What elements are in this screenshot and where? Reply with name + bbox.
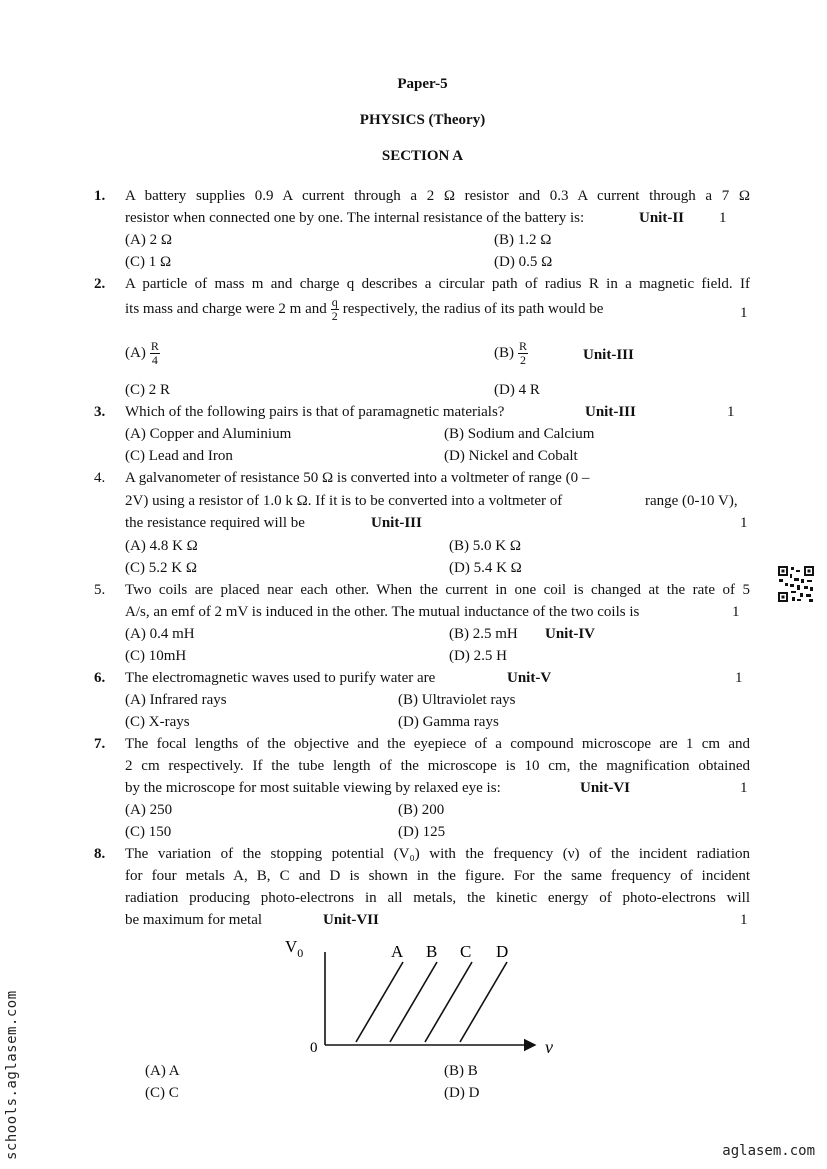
side-watermark: schools.aglasem.com [4, 990, 20, 1160]
marks: 1 [719, 210, 727, 226]
option-d: (D) 0.5 Ω [494, 254, 553, 270]
question-number: 4. [94, 470, 106, 486]
question-text-line: the resistance required will be [125, 515, 305, 531]
line-d-label: D [496, 942, 509, 961]
option-c: (C) 5.2 K Ω [125, 560, 197, 576]
question-text-line: The focal lengths of the objective and the eyepiece of a compound microscope are 1 cm and [125, 736, 750, 752]
fraction-denominator: 4 [151, 353, 158, 367]
option-a: (A) Copper and Aluminium [125, 426, 292, 442]
y-axis-label: $V_0$ [285, 937, 304, 960]
option-c: (C) Lead and Iron [125, 448, 233, 464]
question-text-line: 2V) using a resistor of 1.0 k Ω. If it is to be converted into a voltmeter of [125, 493, 563, 509]
question-number: 1. [94, 188, 106, 204]
question-text-line: by the microscope for most suitable viewing by relaxed eye is: [125, 780, 501, 796]
question-text-line: The electromagnetic waves used to purify water are [125, 670, 436, 686]
question-number: 8. [94, 846, 106, 862]
fraction-numerator: q [331, 295, 338, 309]
question-text-part: its mass and charge were 2 m and [125, 300, 327, 317]
option-d: (D) 5.4 K Ω [449, 560, 522, 576]
question-text-line: The variation of the stopping potential (V₀) with the frequency (ν) of the incident radiation [125, 846, 750, 862]
line-a [356, 962, 403, 1042]
option-d: (D) 2.5 H [449, 648, 507, 664]
option-label: (A) [125, 344, 146, 361]
question-text-line: A battery supplies 0.9 A current through a 2 Ω resistor and 0.3 A current through a 7 Ω [125, 188, 750, 204]
unit-label: Unit-II [639, 210, 685, 226]
marks: 1 [735, 670, 743, 686]
origin-label: 0 [310, 1040, 318, 1056]
question-text-line [125, 296, 603, 323]
marks: 1 [740, 515, 748, 531]
paper-subject: PHYSICS (Theory) [359, 112, 486, 128]
option-b: (B) Sodium and Calcium [444, 426, 595, 442]
option-b: (B) 1.2 Ω [494, 232, 552, 248]
unit-label: Unit-VII [323, 912, 379, 928]
marks: 1 [732, 604, 740, 620]
marks: 1 [740, 912, 748, 928]
option-b: (B) 2.5 mH [449, 626, 518, 642]
line-c [425, 962, 472, 1042]
option-a: (A) Infrared rays [125, 692, 227, 708]
question-text-part: respectively, the radius of its path would be [342, 300, 604, 317]
option-a: (A) A [145, 1063, 180, 1079]
option-c: (C) 2 R [125, 382, 170, 398]
option-c: (C) 1 Ω [125, 254, 172, 270]
unit-label: Unit-V [507, 670, 552, 686]
question-number: 2. [94, 276, 106, 292]
question-number: 5. [94, 582, 106, 598]
option-c: (C) 150 [125, 824, 172, 840]
question-text-line: Which of the following pairs is that of paramagnetic materials? [125, 404, 505, 420]
line-b-label: B [426, 942, 438, 961]
question-text-line: 2 cm respectively. If the tube length of the microscope is 10 cm, the magnification obtained [125, 758, 750, 774]
option-a: (A) 0.4 mH [125, 626, 195, 642]
fraction-q-over-2 [331, 296, 339, 323]
question-text-line: A galvanometer of resistance 50 Ω is converted into a voltmeter of range (0 – [125, 470, 590, 486]
option-d: (D) Gamma rays [398, 714, 499, 730]
x-axis-label: ν [545, 1037, 553, 1057]
option-b: (B) 5.0 K Ω [449, 538, 521, 554]
marks: 1 [740, 780, 748, 796]
question-text-line: A/s, an emf of 2 mV is induced in the other. The mutual inductance of the two coils is [125, 604, 640, 620]
marks: 1 [740, 305, 748, 321]
option-c: (C) 10mH [125, 648, 187, 664]
option-c: (C) X-rays [125, 714, 190, 730]
line-b [390, 962, 437, 1042]
question-text-line: Two coils are placed near each other. When the current in one coil is changed at the rate of 5 [125, 582, 750, 598]
unit-label: Unit-III [371, 515, 422, 531]
section-heading: SECTION A [381, 148, 464, 164]
fraction-r-over-4 [150, 340, 160, 367]
option-a [125, 340, 164, 367]
marks: 1 [727, 404, 735, 420]
option-b: (B) B [444, 1063, 478, 1079]
unit-label: Unit-III [585, 404, 636, 420]
fraction-r-over-2 [518, 340, 528, 367]
option-d: (D) D [444, 1085, 480, 1101]
option-c: (C) C [145, 1085, 179, 1101]
fraction-numerator: R [519, 339, 528, 353]
question-text-line: radiation producing photo-electrons in all metals, the kinetic energy of photo-electrons will [125, 890, 750, 906]
question-number: 6. [94, 670, 106, 686]
option-a: (A) 4.8 K Ω [125, 538, 198, 554]
question-number: 3. [94, 404, 106, 420]
line-d [460, 962, 507, 1042]
question-text-line: resistor when connected one by one. The internal resistance of the battery is: [125, 210, 585, 226]
fraction-denominator: 2 [520, 353, 526, 367]
option-d: (D) 125 [398, 824, 446, 840]
fraction-numerator: R [150, 339, 159, 353]
qr-code-icon [777, 565, 815, 603]
question-text-line: be maximum for metal [125, 912, 263, 928]
fraction-denominator: 2 [331, 309, 338, 323]
stopping-potential-graph [280, 930, 570, 1060]
line-a-label: A [391, 942, 404, 961]
option-d: (D) 4 R [494, 382, 540, 398]
option-label: (B) [494, 344, 514, 361]
option-d: (D) Nickel and Cobalt [444, 448, 578, 464]
option-a: (A) 2 Ω [125, 232, 172, 248]
option-b: (B) Ultraviolet rays [398, 692, 516, 708]
question-number: 7. [94, 736, 106, 752]
unit-label: Unit-IV [545, 626, 596, 642]
line-c-label: C [460, 942, 472, 961]
option-a: (A) 250 [125, 802, 173, 818]
paper-number: Paper-5 [397, 76, 448, 92]
footer-watermark: aglasem.com [722, 1143, 815, 1159]
option-b [494, 340, 532, 367]
question-text-line: A particle of mass m and charge q describes a circular path of radius R in a magnetic field. If [125, 276, 750, 292]
option-b: (B) 200 [398, 802, 445, 818]
unit-label: Unit-VI [580, 780, 631, 796]
unit-label: Unit-III [583, 347, 634, 363]
question-text-line: range (0-10 V), [645, 493, 738, 509]
question-text-line: for four metals A, B, C and D is shown in the figure. For the same frequency of incident [125, 868, 750, 884]
